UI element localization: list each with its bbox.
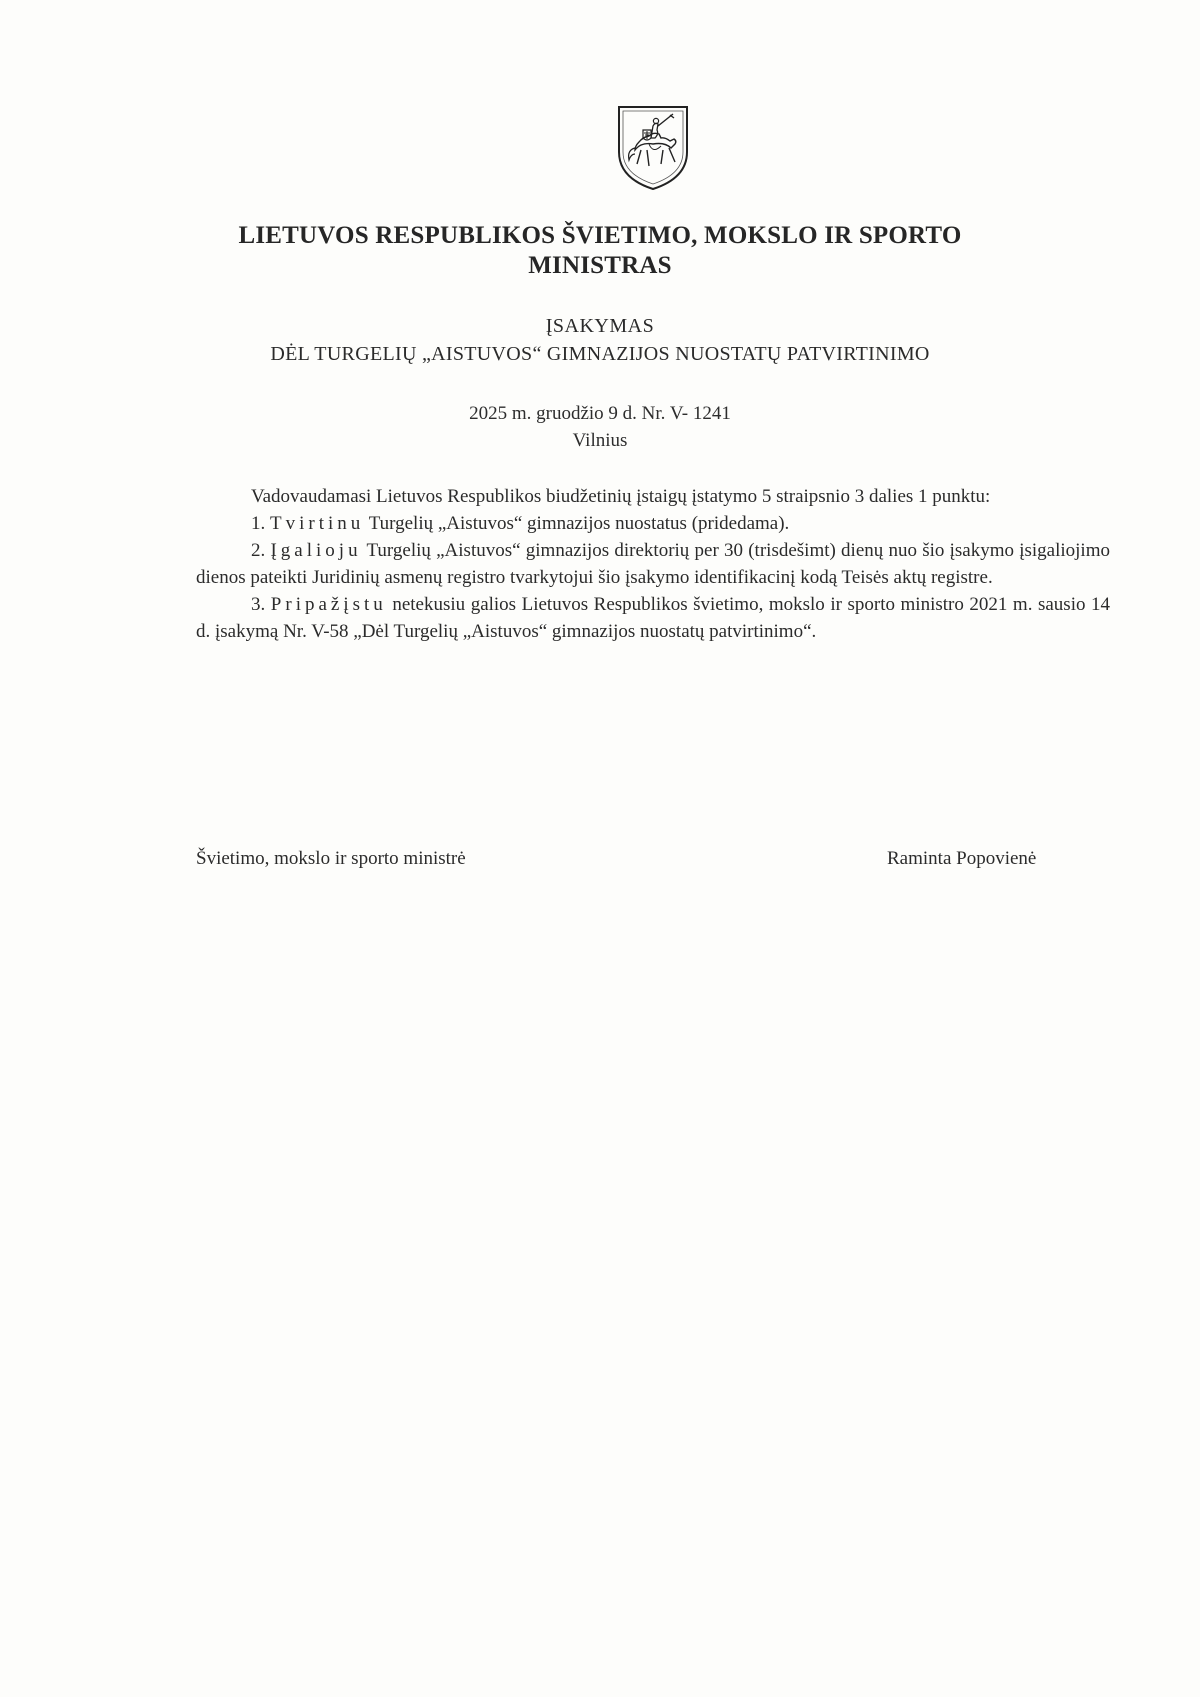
document-type: ĮSAKYMAS [545,315,655,337]
intro-paragraph: Vadovaudamasi Lietuvos Respublikos biudžetinių įstaigų įstatymo 5 straipsnio 3 dalies 1 punktu: [251,486,991,507]
item-text: netekusiu galios Lietuvos Respublikos švietimo, mokslo ir sporto ministro 2021 m. sausio 14 d. įsakymą Nr. V-58 „Dėl Turgelių „Aistuvos“ gimnazijos nuostatų patvirtinimo“. [196,594,1111,642]
ministry-title-line2: MINISTRAS [528,252,672,279]
item-verb: Pripažįstu [270,594,387,615]
order-body [196,483,1110,645]
item-number: 1. [251,513,266,534]
item-verb: Tvirtinu [270,513,365,534]
order-item-1 [196,510,1110,537]
ministry-title-line1: LIETUVOS RESPUBLIKOS ŠVIETIMO, MOKSLO IR SPORTO [238,222,962,249]
item-text: Turgelių „Aistuvos“ gimnazijos nuostatus (pridedama). [368,513,790,534]
document-dateline: 2025 m. gruodžio 9 d. Nr. V- 1241 [469,403,731,424]
vytis-coat-of-arms-icon [615,104,691,192]
item-verb: Įgalioju [270,540,362,561]
order-item-2 [196,537,1110,591]
document-place: Vilnius [572,430,628,451]
document-subject: DĖL TURGELIŲ „AISTUVOS“ GIMNAZIJOS NUOSTATŲ PATVIRTINIMO [270,343,930,365]
item-number: 2. [251,540,266,561]
item-number: 3. [251,594,266,615]
signatory-role: Švietimo, mokslo ir sporto ministrė [196,848,466,869]
order-item-3 [196,591,1110,645]
signatory-name: Raminta Popovienė [887,848,1037,869]
item-text: Turgelių „Aistuvos“ gimnazijos direktorių per 30 (trisdešimt) dienų nuo šio įsakymo įsigaliojimo dienos pateikti Juridinių asmenų registro tvarkytojui šio įsakymo identifikacinį kodą Teisės aktų registre. [196,540,1110,588]
